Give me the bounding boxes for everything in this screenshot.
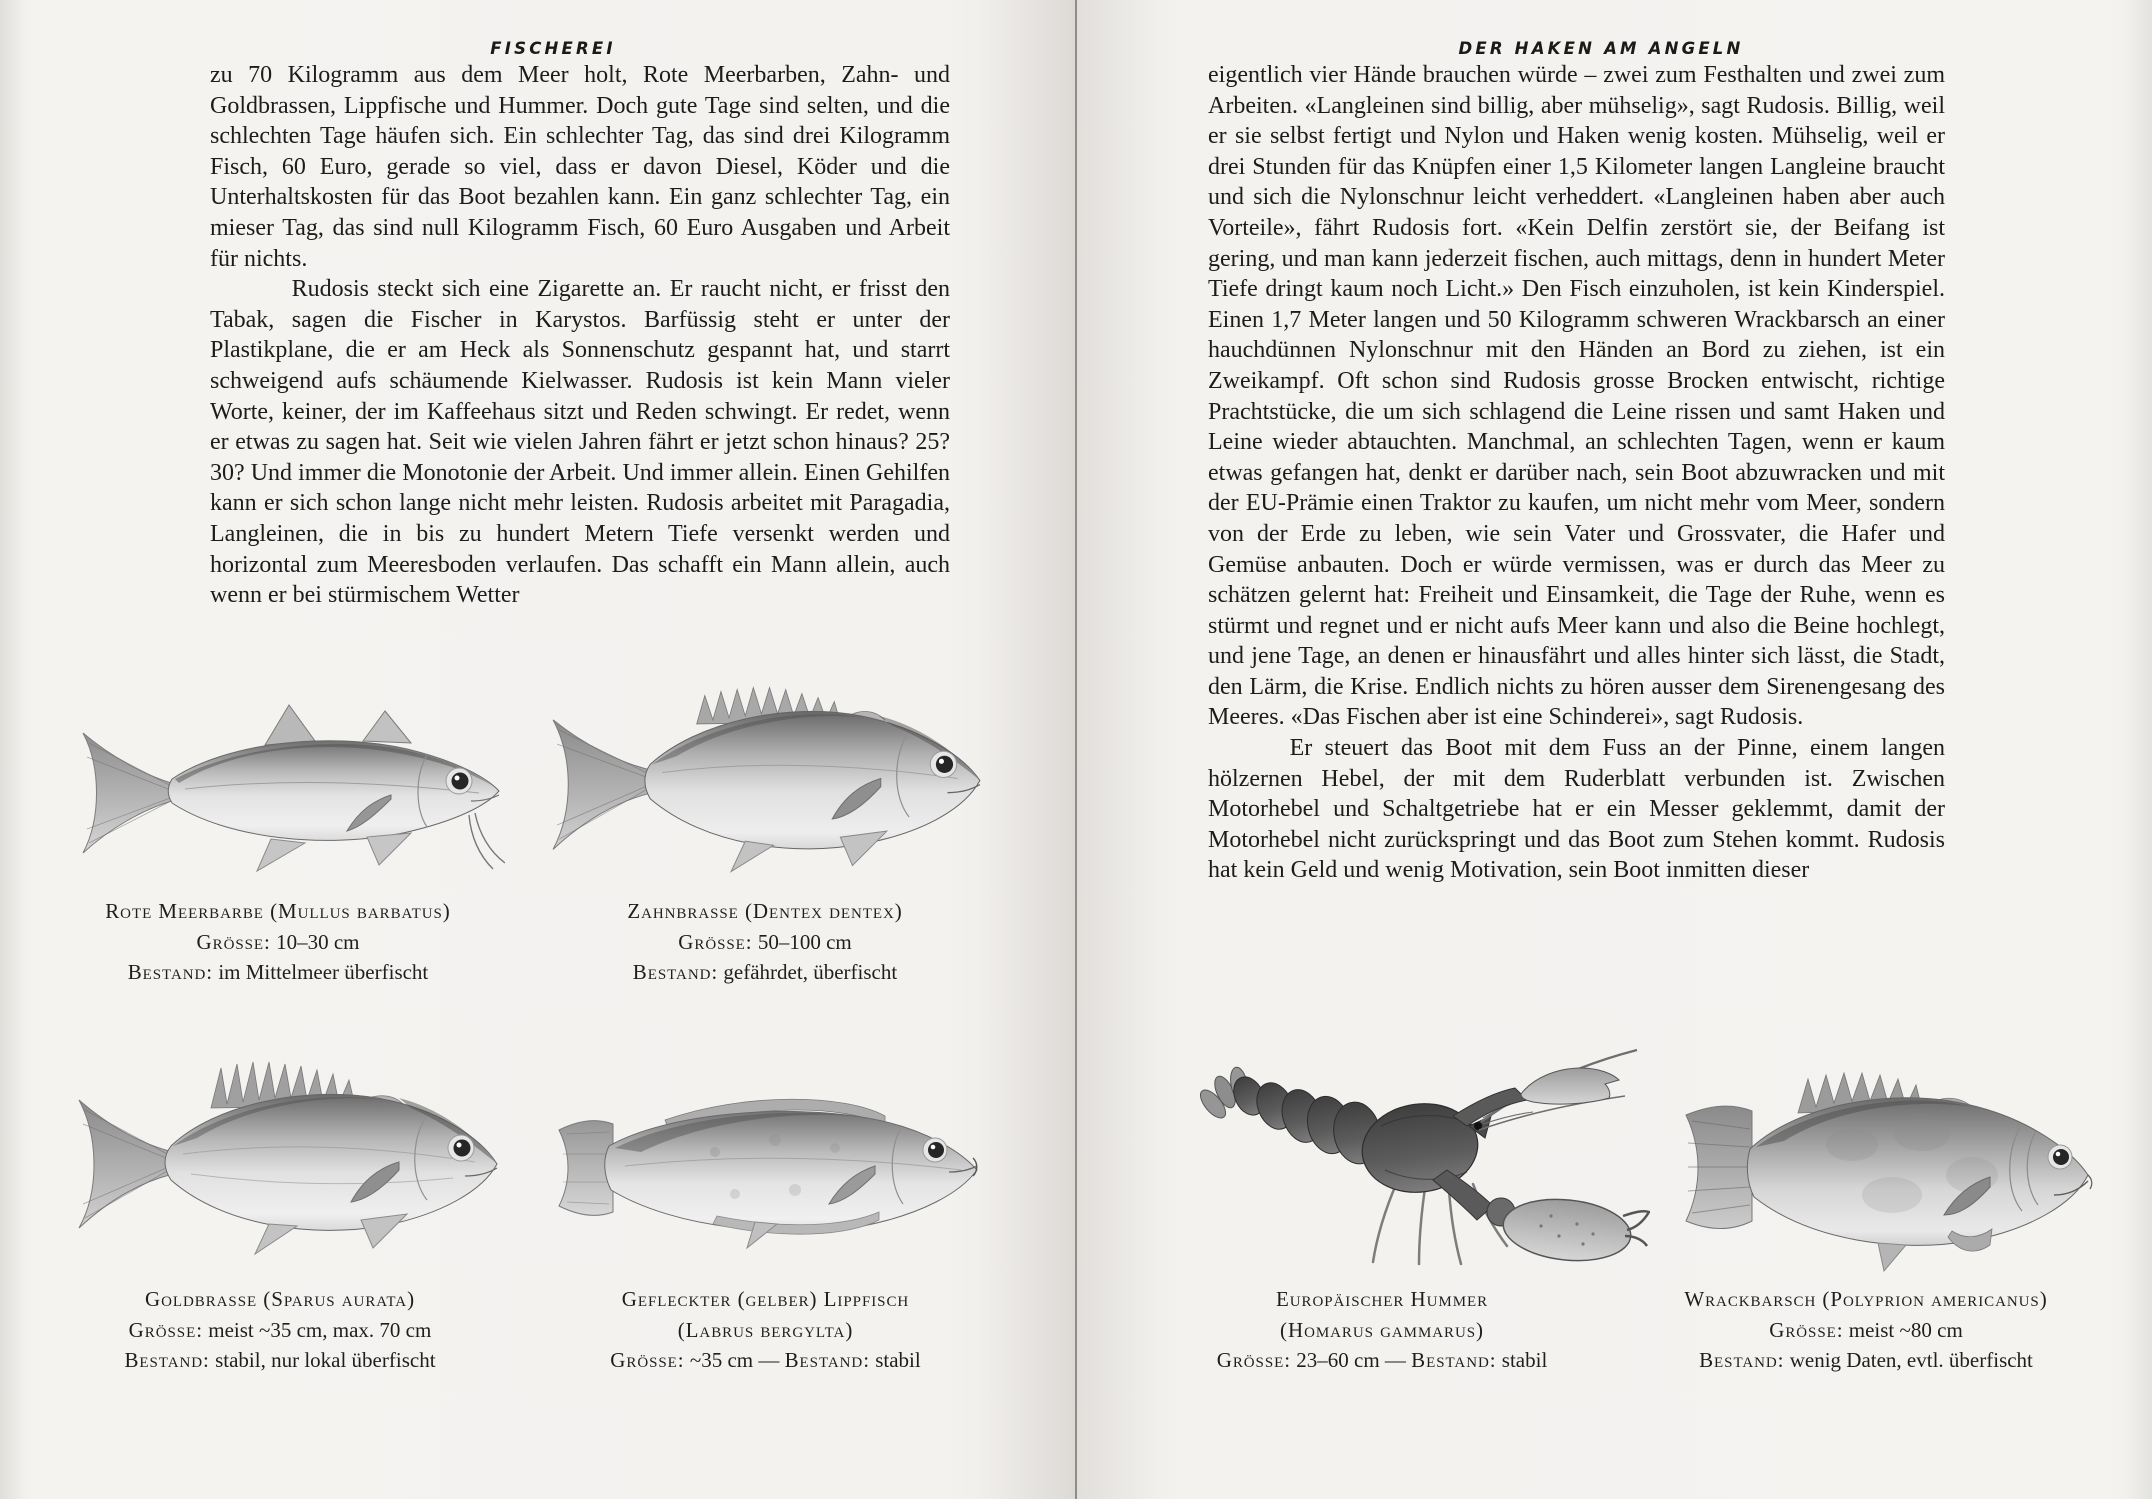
fish-size-stock: Grösse: ~35 cm — Bestand: stabil	[610, 1348, 921, 1372]
caption-hummer	[1122, 1284, 1642, 1376]
left-page-header: FISCHEREI	[490, 39, 616, 58]
fish-name: Zahnbrasse (Dentex dentex)	[627, 899, 903, 923]
rote-meerbarbe-illustration	[75, 690, 505, 892]
fish-name-line1: Gefleckter (gelber) Lippfisch	[621, 1287, 910, 1311]
fish-size: Grösse: meist ~80 cm	[1769, 1317, 1963, 1342]
right-body-text	[1208, 60, 1945, 886]
fish-name-line1: Europäischer Hummer	[1275, 1287, 1489, 1311]
right-page	[1076, 0, 2152, 1499]
fish-size: Grösse: meist ~35 cm, max. 70 cm	[128, 1317, 432, 1342]
left-paragraph-2: Rudosis steckt sich eine Zigarette an. Er raucht nicht, er frisst den Tabak, sagen die Fischer in Karystos. Barfüssig steht er unter der Plastikplane, die er am Heck als Sonnenschutz gespannt hat, und starrt schweigend aufs schäumende Kielwasser. Rudosis ist kein Mann vieler Worte, keiner, der im Kaffeehaus sitzt und Reden schwingt. Er redet, wenn er etwas zu sagen hat. Seit wie vielen Jahren fährt er jetzt schon hinaus? 25? 30? Und immer die Monotonie der Arbeit. Und immer allein. Einen Gehilfen kann er sich schon lange nicht mehr leisten. Rudosis arbeitet mit Paragadia, Langleinen, die in bis zu hundert Metern Tiefe versenkt werden und horizontal zum Meeresboden verlaufen. Das schafft ein Mann allein, auch wenn er bei stürmischem Wetter	[210, 276, 950, 609]
fish-stock: Bestand: im Mittelmeer überfischt	[127, 960, 429, 984]
fish-name: Rote Meerbarbe (Mullus barbatus)	[105, 899, 451, 923]
lippfisch-illustration	[545, 1062, 990, 1282]
left-body-text	[210, 60, 950, 611]
spine-divider	[1075, 0, 1077, 1499]
fish-size: Grösse: 50–100 cm	[678, 929, 852, 954]
hummer-illustration	[1185, 1030, 1650, 1270]
fish-stock: Bestand: stabil, nur lokal überfischt	[124, 1348, 436, 1372]
caption-lippfisch	[508, 1284, 1023, 1376]
caption-separator: —	[1384, 1348, 1406, 1372]
fish-name: Goldbrasse (Sparus aurata)	[144, 1287, 416, 1311]
left-paragraph-1: zu 70 Kilogramm aus dem Meer holt, Rote Meerbarben, Zahn- und Goldbrassen, Lippfische und Hummer. Doch gute Tage sind selten, und die schlechten Tage häufen sich. Ein schlechter Tag, das sind drei Kilogramm Fisch, 60 Euro, gerade so viel, dass er davon Diesel, Köder und die Unterhaltskosten für das Boot bezahlen kann. Ein ganz schlechter Tag, ein mieser Tag, das sind null Kilogramm Fisch, 60 Euro Ausgaben und Arbeit für nichts.	[210, 62, 950, 272]
right-page-header: DER HAKEN AM ANGELN	[1458, 39, 1744, 58]
zahnbrasse-illustration	[545, 662, 990, 890]
fish-stock: Bestand: wenig Daten, evtl. überfischt	[1699, 1348, 2033, 1372]
fish-name: Wrackbarsch (Polyprion americanus)	[1684, 1287, 2048, 1311]
right-paragraph-1: eigentlich vier Hände brauchen würde – zwei zum Festhalten und zwei zum Arbeiten. «Langleinen sind billig, aber mühselig», sagt Rudosis. Billig, weil er sie selbst fertigt und Nylon und Haken wenig kosten. Mühselig, weil er drei Stunden für das Knüpfen einer 1,5 Kilometer langen Langleine braucht und sich die Nylonschnur leicht verheddert. «Langleinen haben aber auch Vorteile», fährt Rudosis fort. «Kein Delfin zerstört sie, der Beifang ist gering, und man kann jederzeit fischen, auch mittags, denn in hundert Meter Tiefe dringt kaum noch Licht.» Den Fisch einzuholen, ist kein Kinderspiel. Einen 1,7 Meter langen und 50 Kilogramm schweren Wrackbarsch an einer hauchdünnen Nylonschnur mit den Händen an Bord zu ziehen, ist ein Zweikampf. Oft schon sind Rudosis grosse Brocken entwischt, richtige Prachtstücke, die um sich schlagend die Leine rissen und samt Haken und Leine wieder abtauchten. Manchmal, an schlechten Tagen, wenn er kaum etwas gefangen hat, denkt er darüber nach, sein Boot abzuwracken und mit der EU-Prämie einen Traktor zu kaufen, um nicht mehr vom Meer, sondern von der Erde zu leben, wie sein Vater und Grossvater, die Hafer und Gemüse anbauten. Doch er würde vermissen, was er durch das Meer zu schätzen gelernt hat: Freiheit und Einsamkeit, die Tage der Ruhe, wenn es stürmt und regnet und er nicht aufs Meer kann und also die Beine hochlegt, und jene Tage, an denen er hinausfährt und alles hinter sich lässt, die Stadt, den Lärm, die Krise. Endlich nichts zu hören ausser dem Sirenengesang des Meeres. «Das Fischen aber ist eine Schinderei», sagt Rudosis.	[1208, 62, 1945, 731]
caption-zahnbrasse	[505, 896, 1025, 988]
right-paragraph-2: Er steuert das Boot mit dem Fuss an der Pinne, einem langen hölzernen Hebel, der mit dem Ruderblatt verbunden ist. Zwischen Motorhebel und Schaltgetriebe hat er ein Messer geklemmt, damit der Motorhebel nicht zurückspringt und das Boot zum Stehen kommt. Rudosis hat kein Geld und wenig Motivation, sein Boot inmitten dieser	[1208, 735, 1945, 884]
caption-goldbrasse	[20, 1284, 540, 1376]
fish-name-line2: (Homarus gammarus)	[1280, 1317, 1484, 1342]
fish-size: Grösse: 10–30 cm	[196, 929, 360, 954]
caption-rote-meerbarbe	[18, 896, 538, 988]
caption-separator: —	[758, 1348, 780, 1372]
fish-name-line2: (Labrus bergylta)	[677, 1317, 854, 1342]
caption-wrackbarsch	[1606, 1284, 2126, 1376]
goldbrasse-illustration	[73, 1046, 505, 1274]
wrackbarsch-illustration	[1672, 1055, 2102, 1280]
fish-stock: Bestand: gefährdet, überfischt	[632, 960, 898, 984]
fish-size-stock: Grösse: 23–60 cm — Bestand: stabil	[1216, 1348, 1548, 1372]
